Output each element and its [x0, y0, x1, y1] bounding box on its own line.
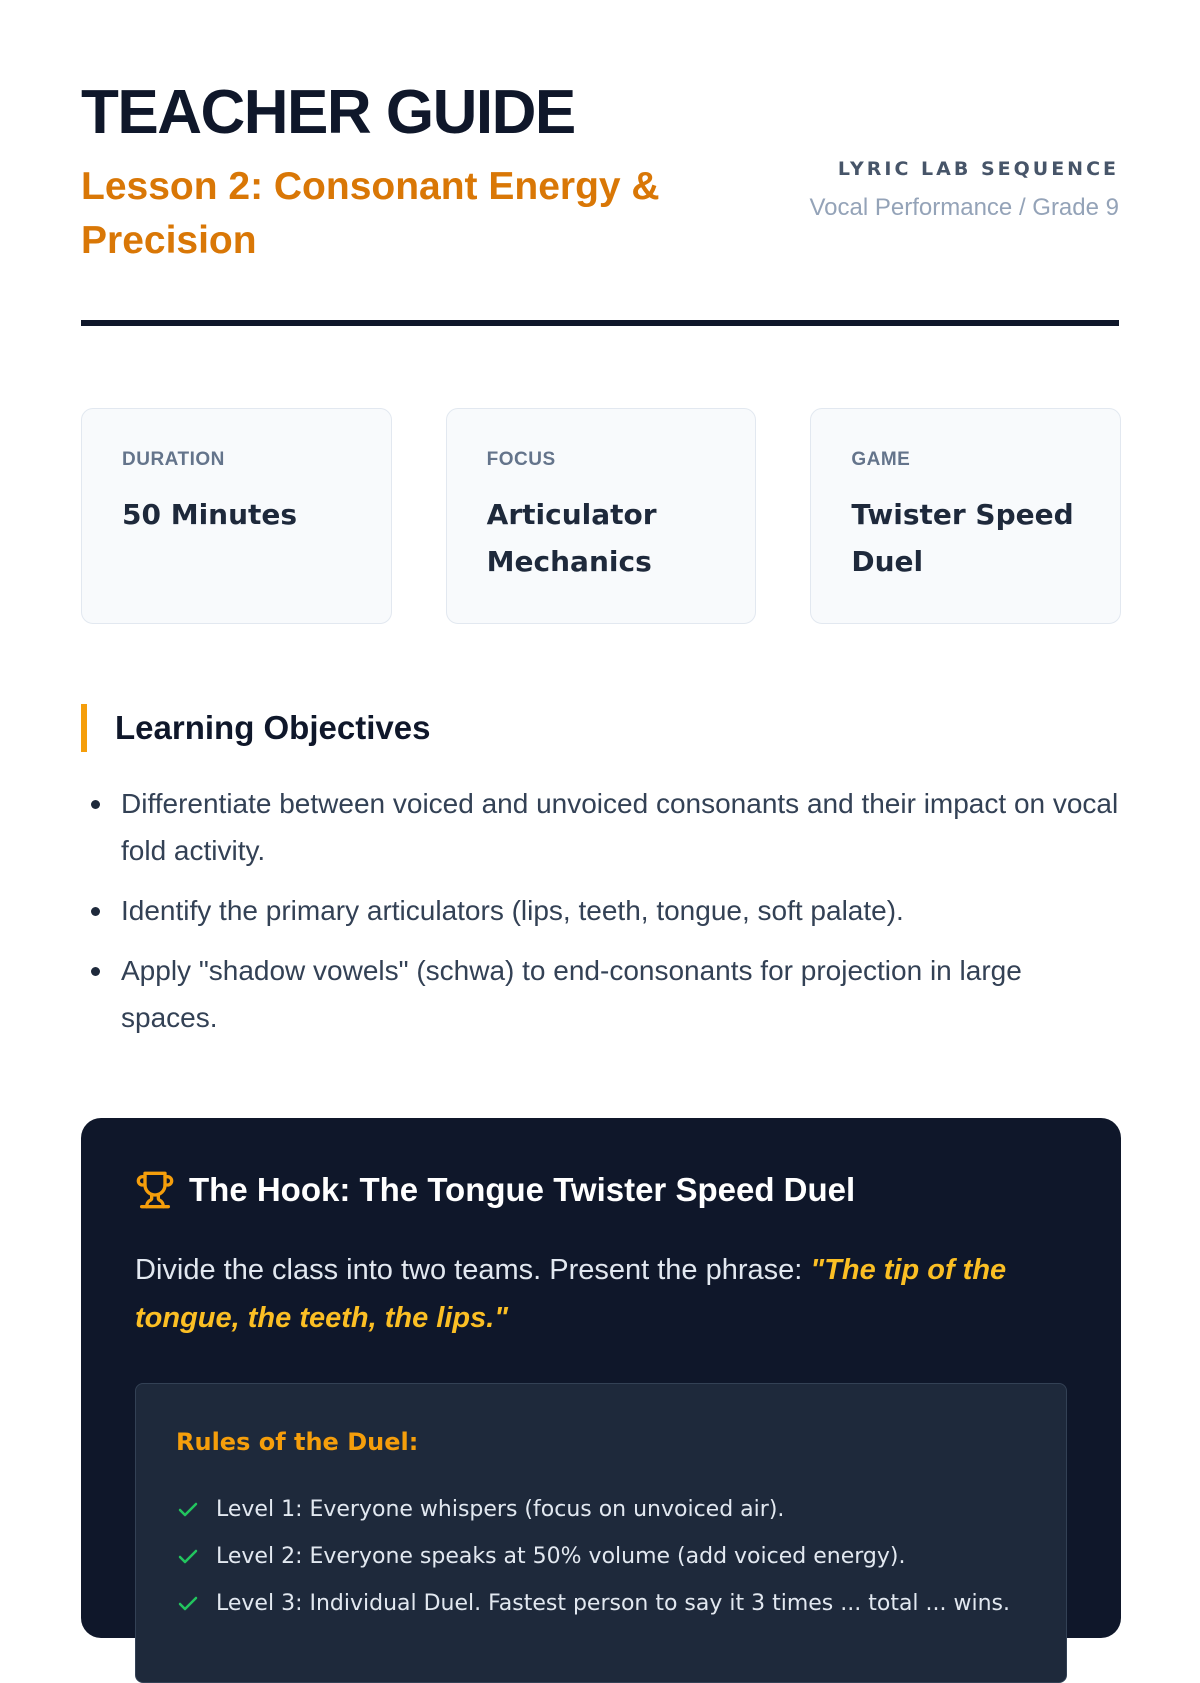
rules-title: Rules of the Duel:	[176, 1428, 419, 1456]
hook-heading-row	[135, 1170, 855, 1210]
hook-quote: "The tip of the tongue, the teeth, the lips."	[135, 1254, 1007, 1334]
focus-card	[446, 408, 757, 624]
objectives-heading: Learning Objectives	[81, 704, 1121, 752]
check-icon	[176, 1545, 200, 1569]
course-label: Vocal Performance / Grade 9	[809, 194, 1119, 221]
rule-text: Level 3: Individual Duel. Fastest person to say it 3 times ... total ... wins.	[216, 1591, 1011, 1616]
objective-item: Identify the primary articulators (lips, teeth, tongue, soft palate).	[121, 887, 1121, 934]
duration-card	[81, 408, 392, 624]
hook-intro	[135, 1246, 1055, 1342]
hook-intro-text: Divide the class into two teams. Present the phrase:	[135, 1254, 811, 1286]
rule-item	[176, 1486, 1026, 1533]
hook-panel	[81, 1118, 1121, 1638]
rules-box	[135, 1383, 1067, 1683]
rule-text: Level 1: Everyone whispers (focus on unvoiced air).	[216, 1497, 785, 1522]
trophy-icon	[135, 1170, 175, 1210]
card-label: DURATION	[122, 449, 225, 470]
rules-list	[176, 1486, 1026, 1627]
lesson-title: Lesson 2: Consonant Energy & Precision	[81, 165, 660, 262]
card-value: Articulator Mechanics	[486, 498, 657, 578]
document-title: TEACHER GUIDE	[81, 78, 575, 147]
objectives-list	[81, 780, 1121, 1041]
guide-header	[81, 0, 1119, 330]
rule-item	[176, 1580, 1026, 1627]
learning-objectives-section	[81, 704, 1121, 1054]
game-card	[810, 408, 1121, 624]
card-value: 50 Minutes	[122, 498, 298, 531]
check-icon	[176, 1592, 200, 1616]
card-label: FOCUS	[486, 449, 556, 470]
objective-item: Apply "shadow vowels" (schwa) to end-consonants for projection in large spaces.	[121, 947, 1121, 1041]
sequence-label: LYRIC LAB SEQUENCE	[837, 158, 1119, 180]
check-icon	[176, 1498, 200, 1522]
rule-text: Level 2: Everyone speaks at 50% volume (add voiced energy).	[216, 1544, 906, 1569]
info-cards	[81, 408, 1121, 624]
hook-heading: The Hook: The Tongue Twister Speed Duel	[189, 1171, 856, 1208]
rule-item	[176, 1533, 1026, 1580]
lesson-meta	[799, 156, 1119, 228]
card-label: GAME	[851, 449, 911, 470]
card-value: Twister Speed Duel	[851, 498, 1074, 578]
header-divider	[81, 320, 1119, 326]
objective-item: Differentiate between voiced and unvoiced consonants and their impact on vocal fold activity.	[121, 780, 1121, 874]
